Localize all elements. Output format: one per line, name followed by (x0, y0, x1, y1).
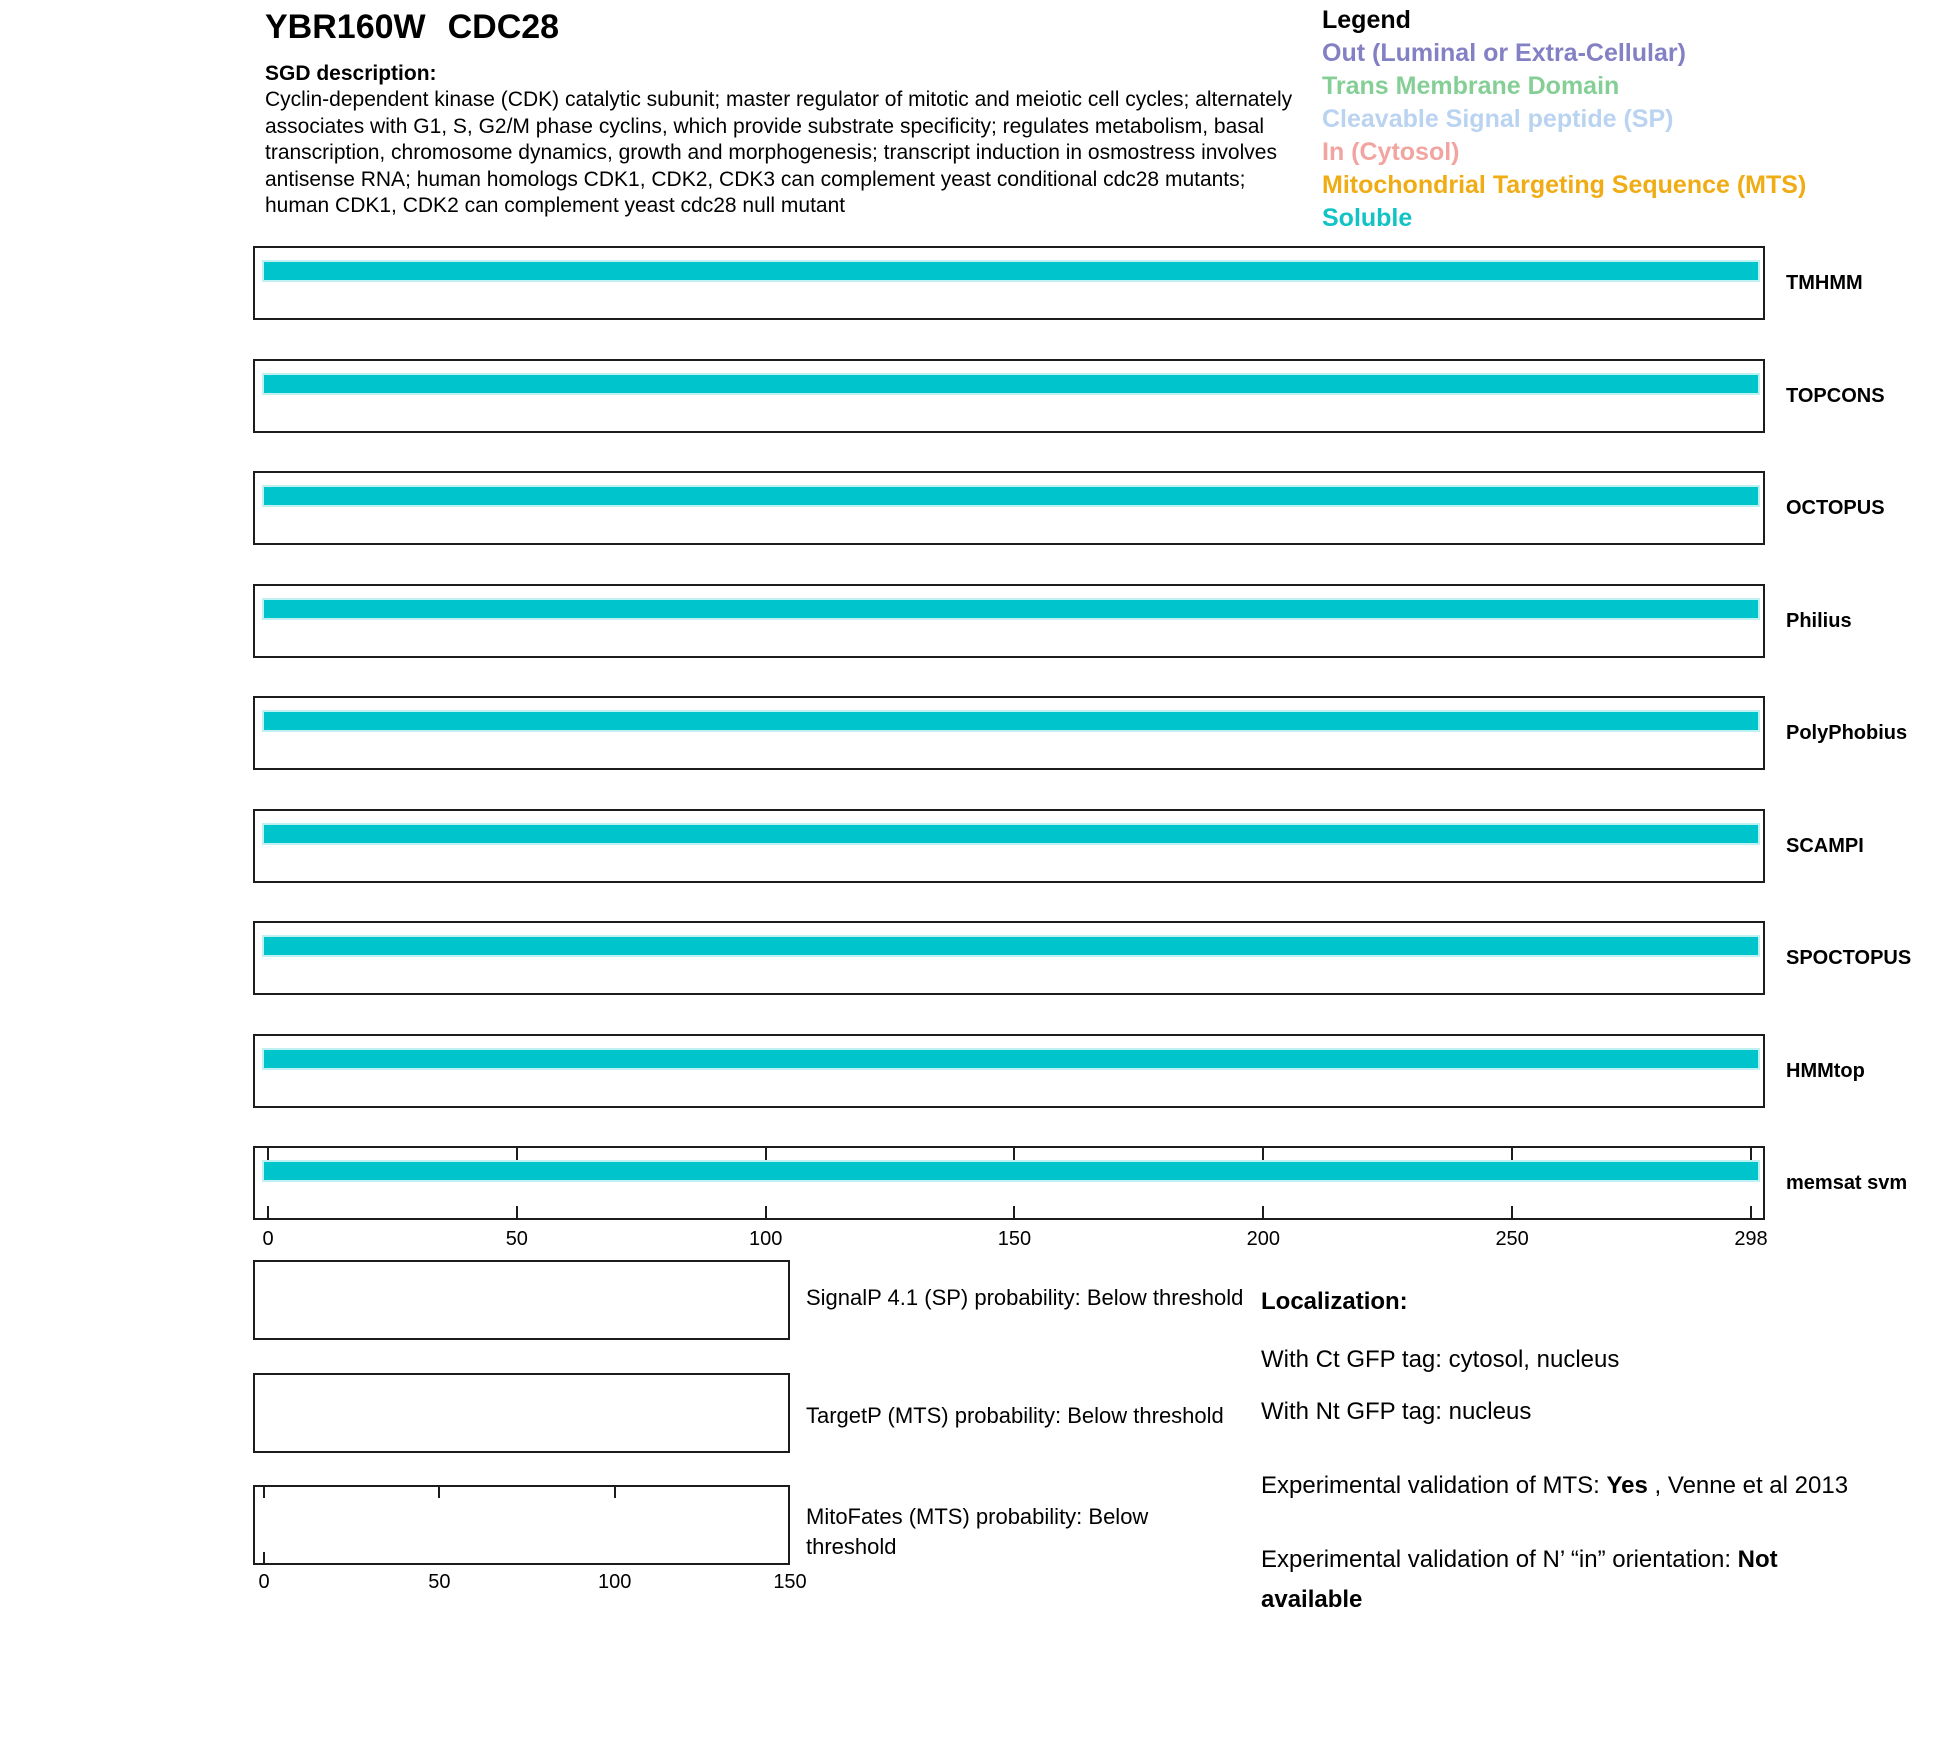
localization-ct-line: With Ct GFP tag: cytosol, nucleus (1261, 1346, 1620, 1373)
axis-tick-label: 250 (1495, 1228, 1529, 1250)
legend-item-2: Trans Membrane Domain (1322, 72, 1620, 100)
mito-axis-tick-label: 100 (597, 1571, 632, 1593)
axis-tick-label: 50 (505, 1228, 528, 1250)
sgd-description-text: Cyclin-dependent kinase (CDK) catalytic subunit; master regulator of mitotic and meiotic cell cycles; alternately associates with G1, S, G2/M phase cyclins, which provide substrate specificity; regulates metabolism, basal transcription, chromosome dynamics, growth and morphogenesis; transcript induction in osmostress involves antisense RNA; human homologs CDK1, CDK2, CDK3 can complement yeast conditional cdc28 mutants; human CDK1, CDK2 can complement yeast cdc28 null mutant (265, 88, 1293, 217)
signalp-caption: SignalP 4.1 (SP) probability: Below threshold (806, 1285, 1244, 1310)
track-label-spoctopus: SPOCTOPUS (1786, 947, 1912, 969)
localization-nt-line: With Nt GFP tag: nucleus (1261, 1398, 1532, 1425)
prob-panel-box-1 (253, 1260, 790, 1340)
axis-tick-label: 100 (748, 1228, 783, 1250)
axis-tick-label: 298 (1734, 1228, 1768, 1250)
legend-item-1: Out (Luminal or Extra-Cellular) (1322, 39, 1686, 67)
track-label-philius: Philius (1786, 610, 1852, 632)
axis-tick-label: 150 (997, 1228, 1032, 1250)
legend-item-6: Soluble (1322, 204, 1413, 232)
track-label-hmmtop: HMMtop (1786, 1060, 1865, 1082)
mito-axis-tick-label: 0 (258, 1571, 270, 1593)
legend-item-4: In (Cytosol) (1322, 138, 1460, 166)
nt-orientation-line (1261, 1540, 1836, 1620)
legend-item-5: Mitochondrial Targeting Sequence (MTS) (1322, 171, 1807, 199)
sgd-description-label: SGD description: (265, 62, 437, 85)
track-label-memsat-svm: memsat svm (1786, 1172, 1908, 1194)
axis-tick-label: 200 (1246, 1228, 1280, 1250)
legend-title: Legend (1322, 6, 1411, 34)
mts-validation-value: Yes (1606, 1472, 1648, 1499)
axis-tick-label: 0 (262, 1228, 274, 1250)
nt-orientation-prefix: Experimental validation of N’ “in” orientation: (1261, 1546, 1738, 1573)
orf-name: YBR160W (265, 8, 426, 46)
prob-panel-box-3 (253, 1485, 790, 1565)
mito-axis-tick-top (263, 1487, 265, 1498)
prob-panel-box-2 (253, 1373, 790, 1453)
track-label-polyphobius: PolyPhobius (1786, 722, 1908, 744)
mts-validation-prefix: Experimental validation of MTS: (1261, 1472, 1607, 1499)
track-label-topcons: TOPCONS (1786, 385, 1885, 407)
mito-axis-tick-bottom (263, 1552, 265, 1563)
mitofates-caption: MitoFates (MTS) probability: Below threshold (806, 1504, 1149, 1559)
gene-name: CDC28 (447, 8, 560, 46)
mts-validation-suffix: , Venne et al 2013 (1647, 1472, 1849, 1499)
track-label-octopus: OCTOPUS (1786, 497, 1885, 519)
mito-axis-tick-label: 50 (428, 1571, 451, 1593)
localization-header: Localization: (1261, 1288, 1408, 1315)
track-label-scampi: SCAMPI (1786, 835, 1864, 857)
targetp-caption: TargetP (MTS) probability: Below threshold (806, 1403, 1224, 1428)
legend-item-3: Cleavable Signal peptide (SP) (1322, 105, 1674, 133)
mito-axis-tick-label: 150 (773, 1571, 807, 1593)
mito-axis-tick-top (614, 1487, 616, 1498)
track-label-tmhmm: TMHMM (1786, 272, 1863, 294)
nt-orientation-value: Not available (1261, 1546, 1778, 1613)
mts-validation-line (1261, 1466, 1848, 1506)
mito-axis-tick-top (438, 1487, 440, 1498)
